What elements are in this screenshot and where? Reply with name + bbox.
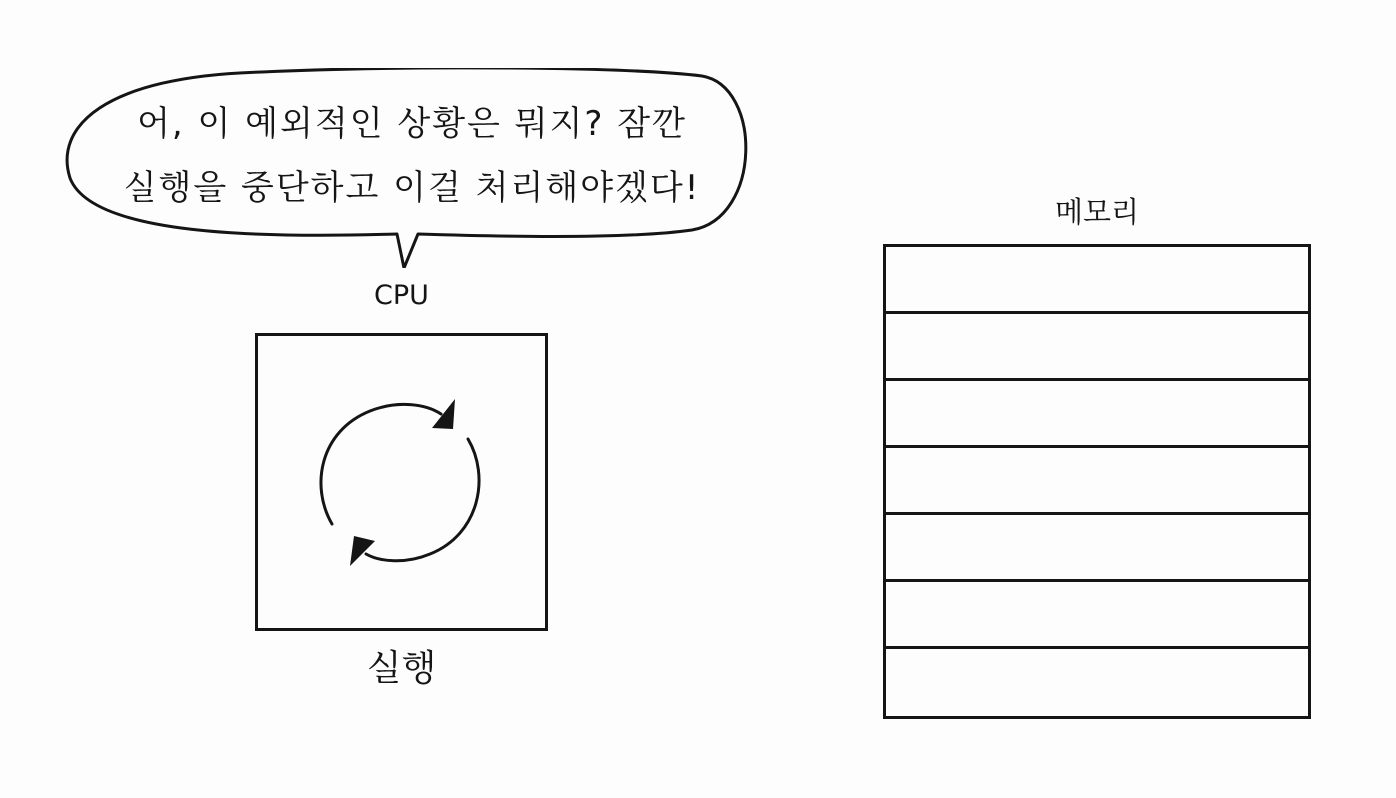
memory-box (883, 244, 1311, 719)
memory-row (886, 448, 1308, 515)
cpu-caption: 실행 (366, 648, 437, 689)
speech-line-2: 실행을 중단하고 이걸 처리해야겠다! (123, 168, 701, 208)
cycle-arrowhead-lower (350, 536, 375, 566)
speech-line-1: 어, 이 예외적인 상황은 뭐지? 잠깐 (137, 104, 687, 144)
cycle-arc-lower (366, 439, 479, 561)
cycle-arrows-icon (258, 336, 545, 628)
memory-row (886, 247, 1308, 314)
speech-bubble-text (102, 92, 722, 220)
speech-bubble (62, 68, 756, 268)
memory-row (886, 582, 1308, 649)
memory-row (886, 314, 1308, 381)
cycle-arrowhead-upper (432, 399, 455, 429)
memory-row (886, 381, 1308, 448)
memory-row (886, 649, 1308, 716)
cpu-title: CPU (374, 280, 429, 311)
cycle-arc-upper (321, 404, 441, 524)
cpu-box (255, 333, 548, 631)
memory-title: 메모리 (1054, 195, 1140, 229)
memory-row (886, 515, 1308, 582)
